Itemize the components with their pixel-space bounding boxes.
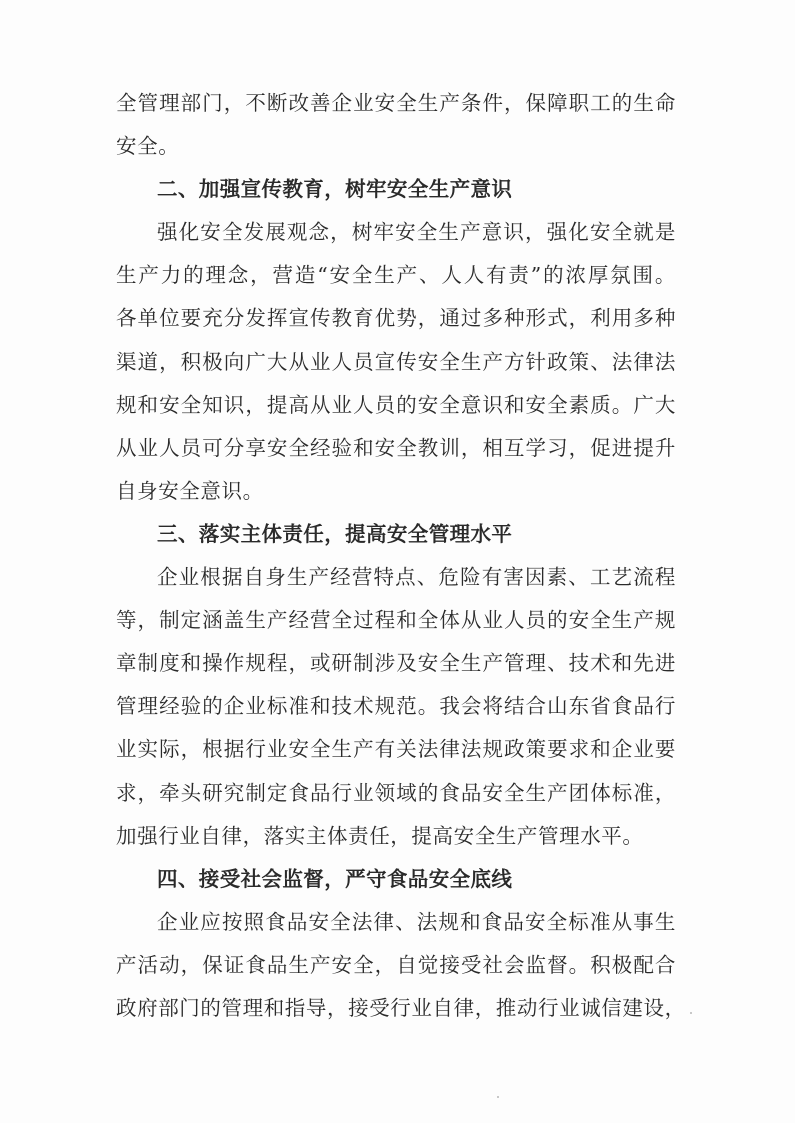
paragraph-line: 从业人员可分享安全经验和安全教训，相互学习，促进提升 xyxy=(116,435,676,460)
paragraph-line: 产活动，保证食品生产安全，自觉接受社会监督。积极配合 xyxy=(116,952,676,977)
paragraph-line: 等，制定涵盖生产经营全过程和全体从业人员的安全生产规 xyxy=(116,608,676,633)
section-heading-4: 四、接受社会监督，严守食品安全底线 xyxy=(157,866,513,891)
paragraph-line: 加强行业自律，落实主体责任，提高安全生产管理水平。 xyxy=(116,823,644,848)
paragraph-line: 章制度和操作规程，或研制涉及安全生产管理、技术和先进 xyxy=(116,651,676,676)
paragraph-line: 企业应按照食品安全法律、法规和食品安全标准从事生 xyxy=(157,909,676,934)
document-body xyxy=(116,82,686,1030)
paragraph-line: 渠道，积极向广大从业人员宣传安全生产方针政策、法律法 xyxy=(116,349,676,374)
paragraph-line: 业实际，根据行业安全生产有关法律法规政策要求和企业要 xyxy=(116,737,676,762)
paragraph-line: 企业根据自身生产经营特点、危险有害因素、工艺流程 xyxy=(157,565,676,590)
paragraph-line: 自身安全意识。 xyxy=(116,478,264,503)
section-heading-3: 三、落实主体责任，提高安全管理水平 xyxy=(157,521,513,546)
scan-speck xyxy=(497,1096,499,1098)
paragraph-line: 安全。 xyxy=(116,134,180,159)
paragraph-line: 各单位要充分发挥宣传教育优势，通过多种形式，利用多种 xyxy=(116,306,676,331)
paragraph-line: 求，牵头研究制定食品行业领域的食品安全生产团体标准， xyxy=(116,780,676,805)
paragraph-line: 全管理部门，不断改善企业安全生产条件，保障职工的生命 xyxy=(116,91,676,115)
paragraph-line: 规和安全知识，提高从业人员的安全意识和安全素质。广大 xyxy=(116,392,676,417)
paragraph-line: 强化安全发展观念，树牢安全生产意识，强化安全就是 xyxy=(157,220,676,245)
paragraph-line: 生产力的理念，营造“安全生产、人人有责”的浓厚氛围。 xyxy=(116,263,676,288)
paragraph-line: 管理经验的企业标准和技术规范。我会将结合山东省食品行 xyxy=(116,694,676,719)
section-heading-2: 二、加强宣传教育，树牢安全生产意识 xyxy=(157,177,513,202)
scan-speck xyxy=(690,1012,692,1014)
paragraph-line: 政府部门的管理和指导，接受行业自律，推动行业诚信建设， xyxy=(116,995,686,1020)
